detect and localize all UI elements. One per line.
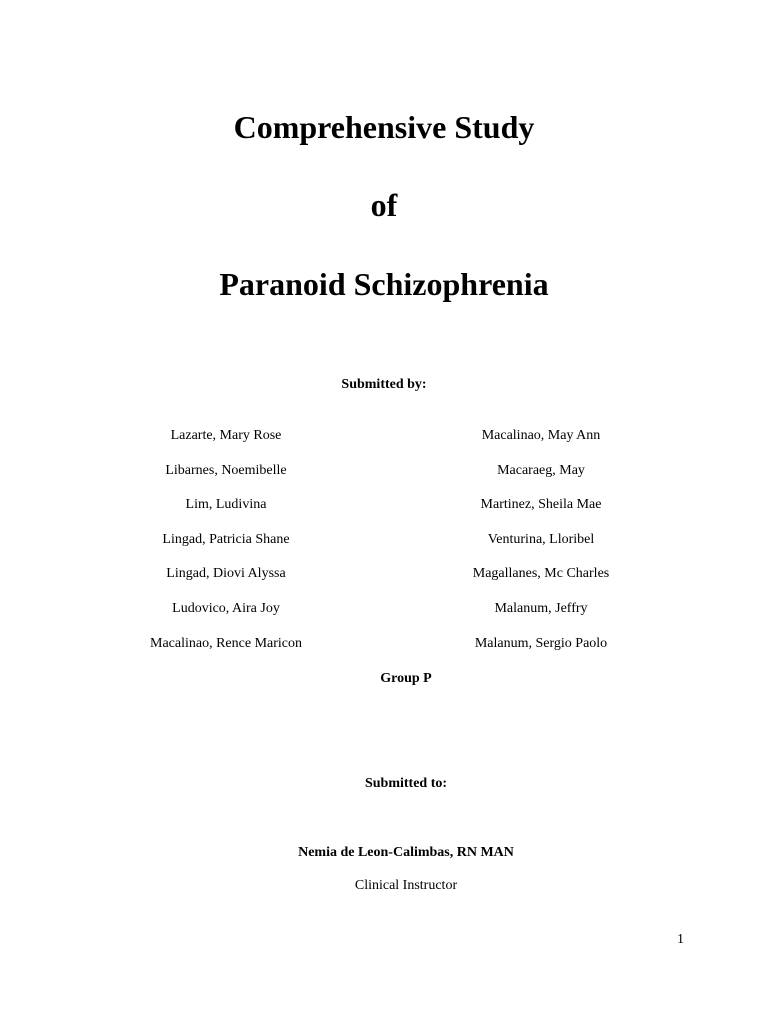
author-name: Malanum, Jeffry xyxy=(494,600,588,616)
author-name: Macaraeg, May xyxy=(497,462,585,478)
author-name: Macalinao, May Ann xyxy=(481,428,601,443)
instructor-name: Nemia de Leon-Calimbas, RN MAN xyxy=(298,845,514,860)
author-name: Ludovico, Aira Joy xyxy=(172,600,280,616)
submitted-to-label: Submitted to: xyxy=(364,776,448,791)
author-name: Lingad, Patricia Shane xyxy=(162,531,290,547)
author-name: Magallanes, Mc Charles xyxy=(472,566,610,582)
title-line-1: Comprehensive Study xyxy=(233,109,535,145)
page-number: 1 xyxy=(677,932,684,947)
instructor-role: Clinical Instructor xyxy=(354,878,458,893)
author-name: Lazarte, Mary Rose xyxy=(170,428,282,443)
author-name: Macalinao, Rence Maricon xyxy=(150,635,302,651)
author-name: Venturina, Lloribel xyxy=(487,531,595,547)
group-label: Group P xyxy=(380,671,432,686)
author-name: Lingad, Diovi Alyssa xyxy=(166,566,286,582)
authors-right-column xyxy=(421,427,661,669)
author-name: Lim, Ludivina xyxy=(185,497,267,513)
author-name: Libarnes, Noemibelle xyxy=(165,462,287,478)
title-line-2: of xyxy=(370,187,398,223)
author-name: Malanum, Sergio Paolo xyxy=(474,635,608,651)
title-line-3: Paranoid Schizophrenia xyxy=(219,266,549,302)
authors-left-column xyxy=(106,427,346,669)
submitted-by-label: Submitted by: xyxy=(341,377,427,392)
author-name: Martinez, Sheila Mae xyxy=(480,497,602,513)
